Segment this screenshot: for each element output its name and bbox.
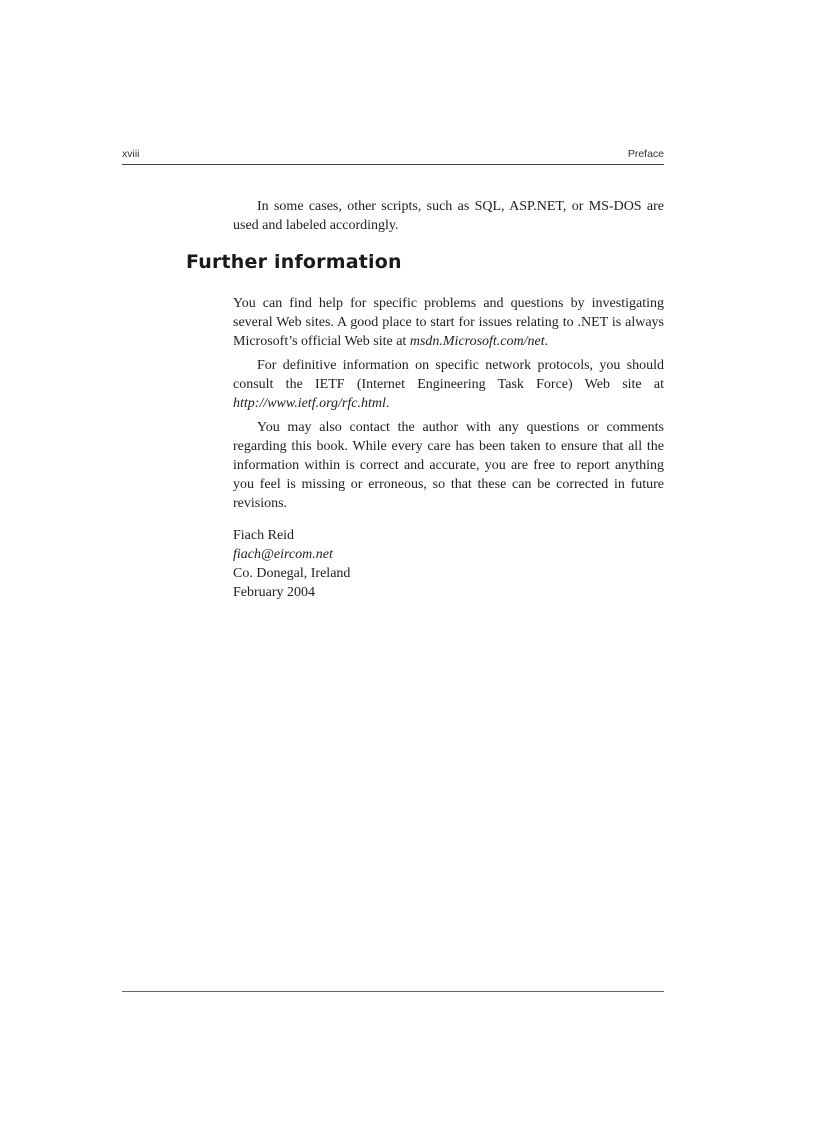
msdn-link[interactable]: msdn.Microsoft.com/net [409, 334, 545, 349]
paragraph-1-end: . [544, 334, 549, 349]
author-location: Co. Donegal, Ireland [233, 566, 351, 581]
paragraph-1 [233, 294, 664, 351]
author-name: Fiach Reid [233, 528, 295, 543]
author-email[interactable]: fiach@eircom.net [233, 547, 333, 562]
signature-date: February 2004 [233, 585, 316, 600]
running-header [122, 146, 664, 165]
paragraph-3: You may also contact the author with any questions or comments regarding this book. While every care has been taken to ensure that all the information within is correct and accurate, you are free to report anything you feel is missing or erroneous, so that these can be corrected in future revisions. [233, 420, 664, 511]
paragraph-2-end: . [385, 396, 390, 411]
paragraph-1-text: You can find help for specific problems and questions by investigating several Web sites. A good place to start for issues relating to .NET is always Microsoft’s official Web site at [233, 296, 664, 349]
footer-rule [122, 991, 664, 992]
signature-block [233, 526, 350, 602]
intro-block [233, 197, 664, 240]
page-number: xviii [122, 148, 140, 160]
further-information-body [233, 294, 664, 518]
paragraph-2-text: For definitive information on specific network protocols, you should consult the IETF (Internet Engineering Task Force) Web site at [233, 358, 664, 392]
paragraph-2 [233, 356, 664, 413]
ietf-link[interactable]: http://www.ietf.org/rfc.html [233, 396, 386, 411]
section-heading: Further information [186, 251, 402, 273]
section-title: Preface [627, 148, 664, 160]
intro-paragraph: In some cases, other scripts, such as SQL, ASP.NET, or MS-DOS are used and labeled accordingly. [233, 199, 664, 233]
